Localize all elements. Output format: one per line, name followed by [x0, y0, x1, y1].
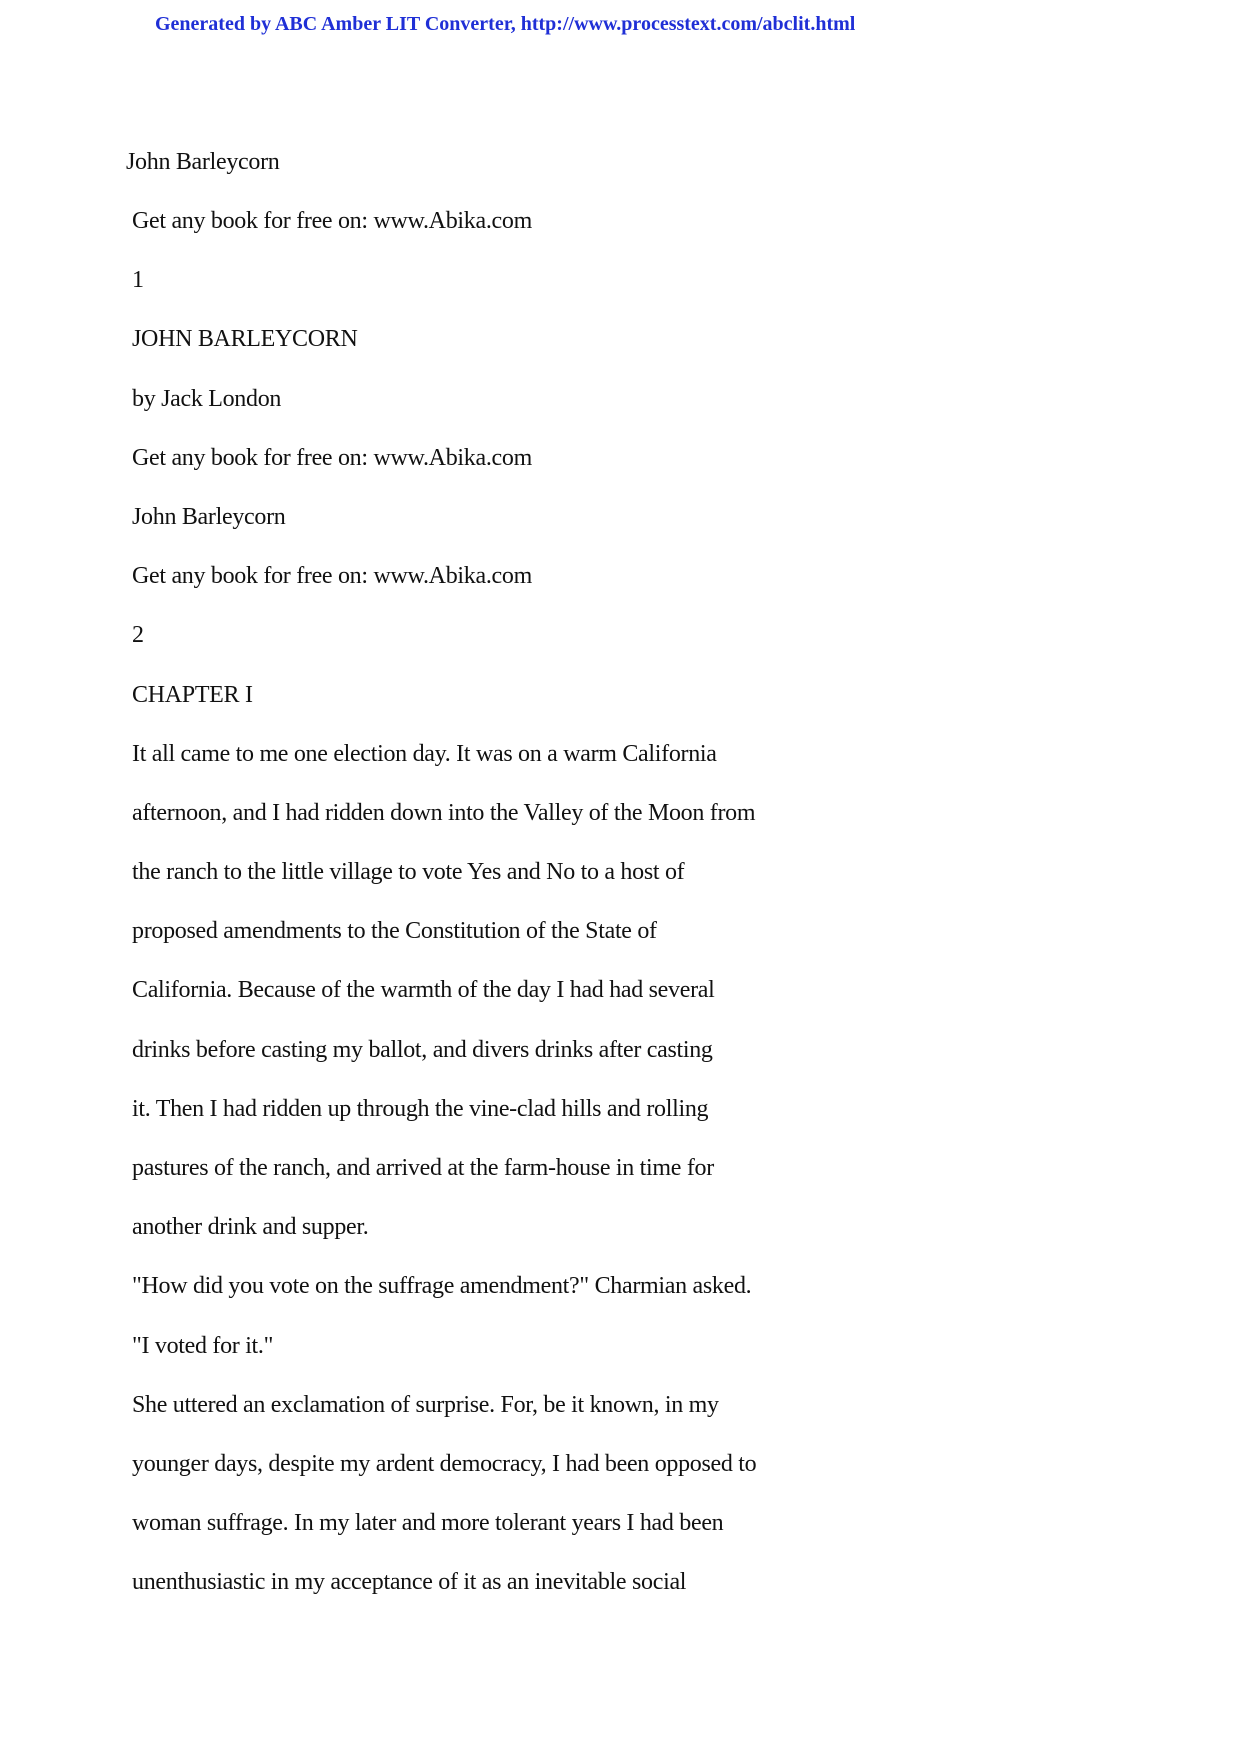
text-line: "I voted for it.": [132, 1333, 274, 1359]
converter-link[interactable]: Generated by ABC Amber LIT Converter, http://www.processtext.com/abclit.html: [155, 13, 856, 35]
promo-line: Get any book for free on: www.Abika.com: [132, 563, 532, 589]
page-number: 2: [132, 622, 144, 648]
running-title: John Barleycorn: [126, 149, 280, 175]
text-line: it. Then I had ridden up through the vine-clad hills and rolling: [132, 1096, 709, 1122]
chapter-heading: CHAPTER I: [132, 682, 253, 708]
text-line: "How did you vote on the suffrage amendment?" Charmian asked.: [132, 1273, 752, 1299]
text-line: California. Because of the warmth of the day I had had several: [132, 977, 715, 1003]
page-number: 1: [132, 267, 144, 293]
running-title: John Barleycorn: [132, 504, 286, 530]
text-line: It all came to me one election day. It was on a warm California: [132, 741, 717, 767]
text-line: unenthusiastic in my acceptance of it as an inevitable social: [132, 1569, 687, 1595]
promo-line: Get any book for free on: www.Abika.com: [132, 208, 532, 234]
book-title: JOHN BARLEYCORN: [132, 326, 358, 352]
text-line: afternoon, and I had ridden down into the Valley of the Moon from: [132, 800, 756, 826]
promo-line: Get any book for free on: www.Abika.com: [132, 445, 532, 471]
text-line: woman suffrage. In my later and more tolerant years I had been: [132, 1510, 724, 1536]
text-line: She uttered an exclamation of surprise. For, be it known, in my: [132, 1392, 719, 1418]
text-line: drinks before casting my ballot, and divers drinks after casting: [132, 1037, 713, 1063]
text-line: pastures of the ranch, and arrived at the farm-house in time for: [132, 1155, 714, 1181]
text-line: another drink and supper.: [132, 1214, 369, 1240]
author-line: by Jack London: [132, 386, 282, 412]
text-line: proposed amendments to the Constitution of the State of: [132, 918, 657, 944]
text-line: younger days, despite my ardent democracy, I had been opposed to: [132, 1451, 757, 1477]
text-line: the ranch to the little village to vote Yes and No to a host of: [132, 859, 685, 885]
